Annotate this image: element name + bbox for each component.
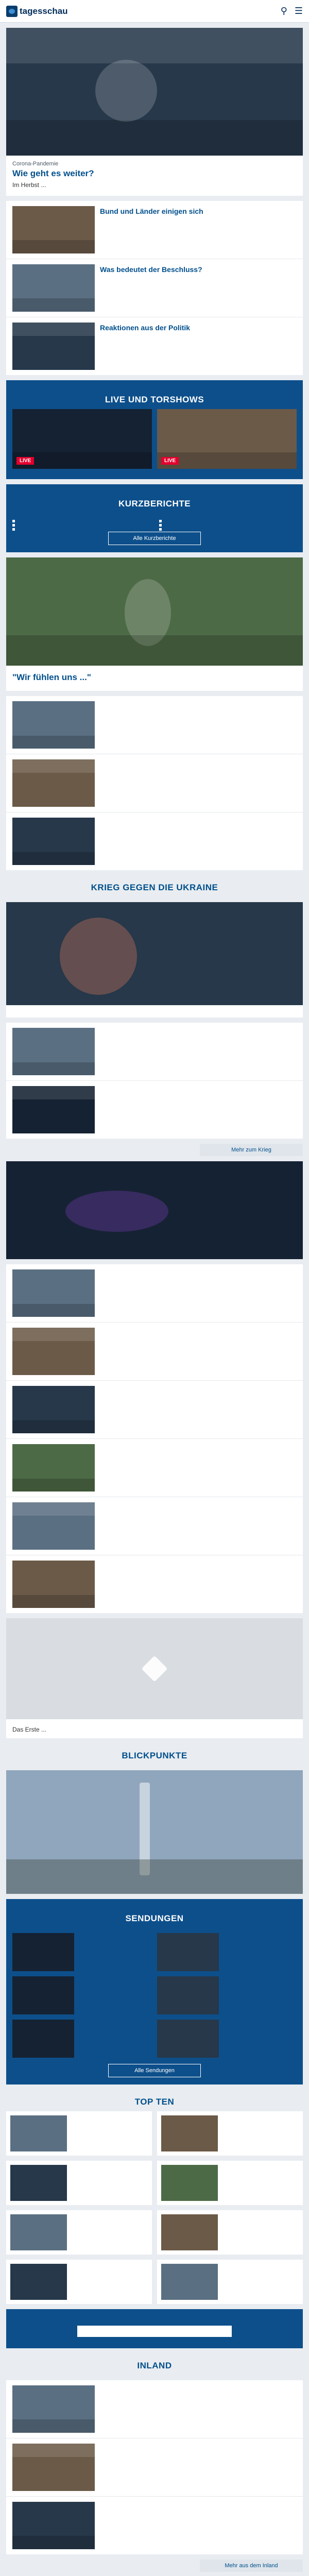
feature-headline[interactable]: "Wir fühlen uns ..." — [12, 672, 91, 683]
news-item[interactable] — [6, 812, 303, 870]
inland-item[interactable] — [6, 2438, 303, 2496]
inland-image[interactable] — [12, 2385, 95, 2433]
topten-image[interactable] — [161, 2214, 218, 2250]
news-item[interactable] — [6, 1555, 303, 1613]
sendung-item[interactable] — [12, 1933, 152, 1971]
news-item[interactable] — [6, 201, 303, 259]
video-player[interactable] — [6, 1618, 303, 1719]
krieg-item-image[interactable] — [12, 1028, 95, 1075]
news-image[interactable] — [12, 701, 95, 749]
hero-headline[interactable]: Wie geht es weiter? — [12, 168, 94, 178]
news-image[interactable] — [12, 264, 95, 312]
krieg-image[interactable] — [6, 902, 303, 1005]
sendungen-more-button[interactable]: Alle Sendungen — [108, 2064, 201, 2077]
hero-topline: Corona-Pandemie — [12, 161, 59, 167]
news-headline[interactable]: Was bedeutet der Beschluss? — [100, 265, 202, 274]
logo-text: tagesschau — [20, 6, 68, 16]
logo-mark-icon — [6, 6, 18, 17]
news-image[interactable] — [12, 1444, 95, 1492]
search-icon[interactable]: ⚲ — [280, 6, 287, 16]
topten-grid — [6, 2111, 303, 2304]
live-image[interactable] — [12, 409, 152, 469]
menu-icon[interactable]: ☰ — [294, 6, 303, 16]
video-caption[interactable]: Das Erste ... — [12, 1726, 47, 1734]
inland-image[interactable] — [12, 2502, 95, 2549]
live-title: LIVE UND TORSHOWS — [105, 395, 204, 405]
inland-list — [6, 2380, 303, 2554]
live-tile[interactable] — [12, 409, 152, 472]
news-image[interactable] — [12, 323, 95, 370]
sendung-item[interactable] — [157, 2020, 297, 2058]
news-image[interactable] — [12, 1502, 95, 1550]
live-image[interactable] — [157, 409, 297, 469]
krieg-lead[interactable] — [6, 902, 303, 1018]
news-image[interactable] — [12, 1386, 95, 1433]
site-header — [0, 0, 309, 23]
news-item[interactable] — [6, 754, 303, 812]
topten-image[interactable] — [161, 2264, 218, 2300]
hero-image[interactable] — [6, 28, 303, 156]
topten-item[interactable] — [6, 2161, 152, 2205]
krieg-item[interactable] — [6, 1080, 303, 1139]
blickpunkte-teaser[interactable] — [6, 1770, 303, 1894]
feature-dark-image[interactable] — [6, 1161, 303, 1259]
live-badge: LIVE — [161, 457, 179, 465]
topten-image[interactable] — [10, 2115, 67, 2151]
sendung-image[interactable] — [157, 2020, 219, 2058]
news-image[interactable] — [12, 1269, 95, 1317]
play-icon[interactable] — [142, 1656, 168, 1682]
promo-box[interactable] — [6, 2309, 303, 2348]
kurzbericht-section — [6, 484, 303, 552]
krieg-item[interactable] — [6, 1023, 303, 1080]
kurzbericht-button[interactable]: Alle Kurzberichte — [108, 532, 201, 545]
sendung-image[interactable] — [157, 1976, 219, 2014]
ausland-title — [6, 2572, 303, 2576]
topten-item[interactable] — [6, 2210, 152, 2255]
inland-more-button[interactable]: Mehr aus dem Inland — [200, 2560, 303, 2572]
topten-item[interactable] — [157, 2210, 303, 2255]
news-item[interactable] — [6, 317, 303, 375]
video-teaser[interactable] — [6, 1618, 303, 1738]
sendung-image[interactable] — [12, 1933, 74, 1971]
feature-image[interactable] — [6, 557, 303, 666]
topten-item[interactable] — [157, 2161, 303, 2205]
sendung-item[interactable] — [12, 2020, 152, 2058]
news-item[interactable] — [6, 1380, 303, 1438]
topten-image[interactable] — [161, 2165, 218, 2201]
inland-item[interactable] — [6, 2380, 303, 2438]
inland-image[interactable] — [12, 2444, 95, 2491]
sendung-item[interactable] — [157, 1976, 297, 2014]
news-image[interactable] — [12, 818, 95, 865]
promo-bar[interactable] — [77, 2326, 232, 2337]
sendungen-title: SENDUNGEN — [125, 1913, 184, 1924]
news-item[interactable] — [6, 696, 303, 754]
topten-title: TOP TEN — [134, 2097, 175, 2107]
krieg-list — [6, 1023, 303, 1139]
inland-item[interactable] — [6, 2496, 303, 2554]
news-item[interactable] — [6, 1497, 303, 1555]
sendungen-section — [6, 1899, 303, 2084]
topten-image[interactable] — [10, 2165, 67, 2201]
news-list-2 — [6, 696, 303, 870]
news-item[interactable] — [6, 259, 303, 317]
topten-image[interactable] — [161, 2115, 218, 2151]
sendung-item[interactable] — [157, 1933, 297, 1971]
feature-dark[interactable] — [6, 1161, 303, 1259]
sendung-image[interactable] — [157, 1933, 219, 1971]
header-icons — [281, 6, 303, 16]
news-item[interactable] — [6, 1438, 303, 1497]
krieg-more-button[interactable]: Mehr zum Krieg — [200, 1144, 303, 1156]
blickpunkte-image[interactable] — [6, 1770, 303, 1894]
news-list-3 — [6, 1264, 303, 1613]
sendung-image[interactable] — [12, 1976, 74, 2014]
live-section — [6, 380, 303, 479]
topten-item[interactable] — [6, 2260, 152, 2304]
krieg-title: KRIEG GEGEN DIE UKRAINE — [91, 883, 218, 893]
sendung-image[interactable] — [12, 2020, 74, 2058]
news-image[interactable] — [12, 759, 95, 807]
topten-item[interactable] — [157, 2260, 303, 2304]
news-list — [6, 201, 303, 375]
news-image[interactable] — [12, 206, 95, 253]
krieg-item-image[interactable] — [12, 1086, 95, 1133]
blickpunkte-title: BLICKPUNKTE — [122, 1751, 187, 1761]
news-image[interactable] — [12, 1561, 95, 1608]
news-headline[interactable]: Reaktionen aus der Politik — [100, 324, 191, 332]
news-item[interactable] — [6, 1322, 303, 1380]
live-badge: LIVE — [16, 457, 34, 465]
news-item[interactable] — [6, 1264, 303, 1322]
topten-image[interactable] — [10, 2214, 67, 2250]
news-headline[interactable]: Bund und Länder einigen sich — [100, 207, 203, 216]
hero-text: Im Herbst ... — [12, 181, 46, 189]
sendung-item[interactable] — [12, 1976, 152, 2014]
topten-image[interactable] — [10, 2264, 67, 2300]
topten-item[interactable] — [6, 2111, 152, 2156]
hero-teaser[interactable] — [6, 28, 303, 196]
topten-item[interactable] — [157, 2111, 303, 2156]
logo[interactable] — [6, 6, 68, 17]
news-image[interactable] — [12, 1328, 95, 1375]
inland-title: INLAND — [137, 2361, 172, 2371]
content — [6, 28, 303, 2576]
live-tile[interactable] — [157, 409, 297, 472]
kurzbericht-title: KURZBERICHTE — [118, 499, 191, 509]
feature-teaser[interactable] — [6, 557, 303, 691]
